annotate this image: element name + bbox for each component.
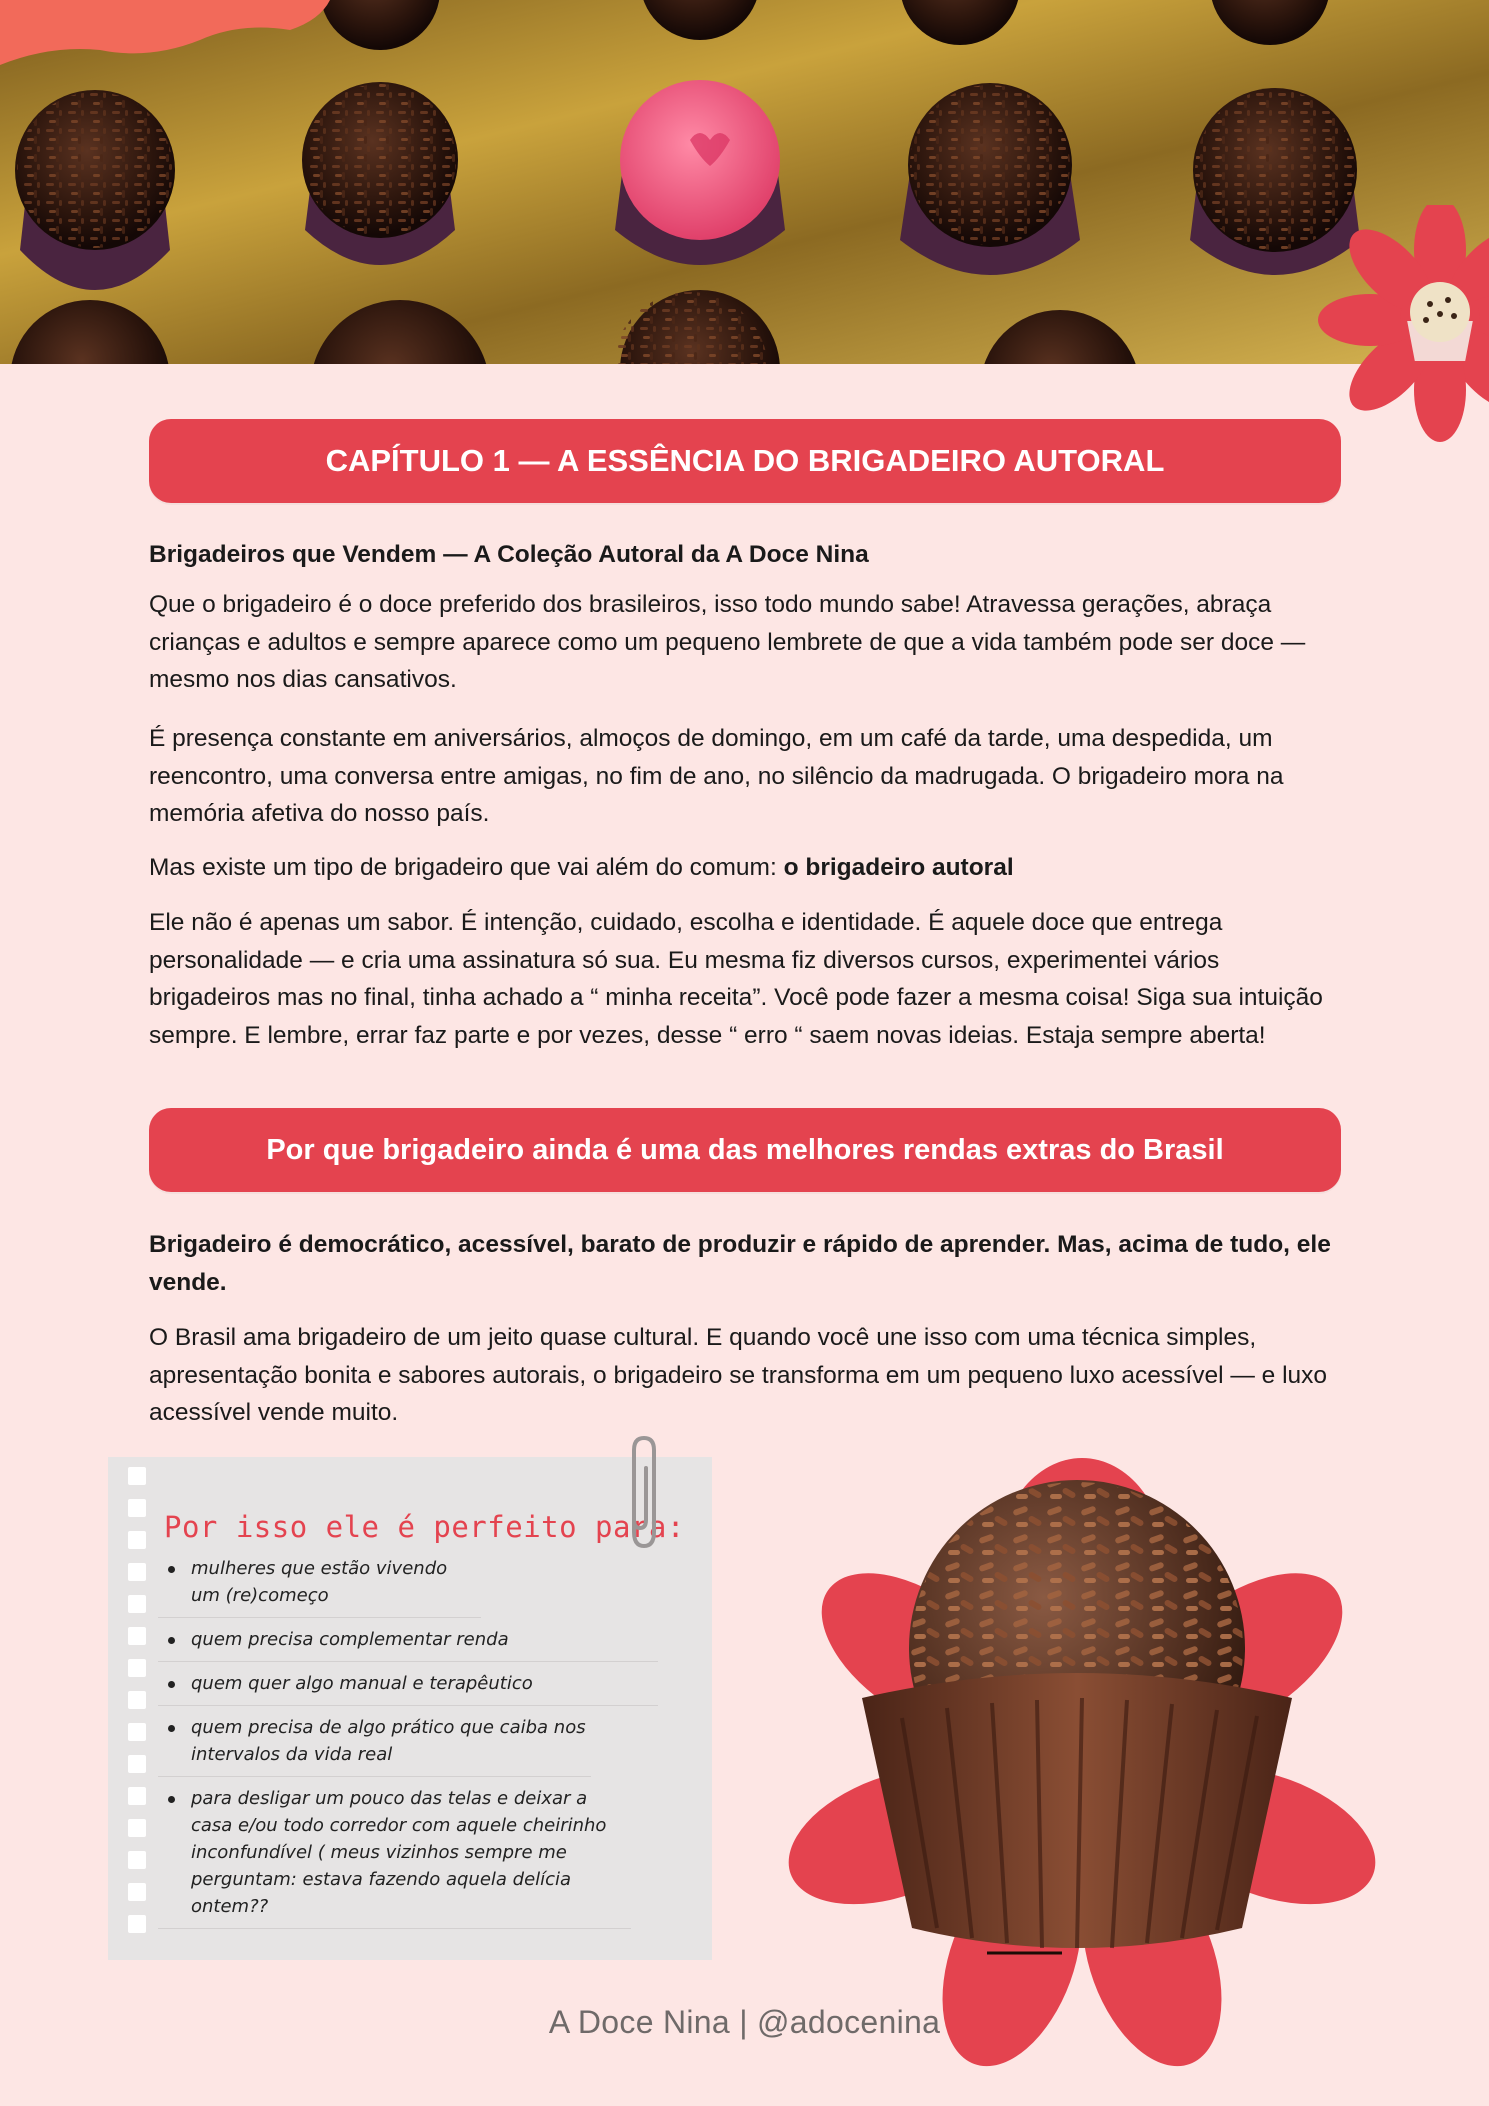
list-item: quem precisa de algo prático que caiba nos intervalos da vida real — [158, 1714, 591, 1777]
paragraph-4: Ele não é apenas um sabor. É intenção, cuidado, escolha e identidade. É aquele doce que entrega personalidade — e cria uma assinatura só sua. Eu mesma fiz diversos cursos, experimentei vários brigadeiros mas no final, tinha achado a “ minha receita”. Você pode fazer a mesma coisa! Siga sua intuição sempre. E lembre, errar faz parte e por vezes, desse “ erro “ saem novas ideias. Estaja sempre aberta! — [149, 909, 1323, 1049]
list-item: quem precisa complementar renda — [158, 1626, 658, 1662]
section-paragraph: O Brasil ama brigadeiro de um jeito quase cultural. E quando você une isso com uma técnica simples, apresentação bonita e sabores autorais, o brigadeiro se transforma em um pequeno luxo acessível — e luxo acessível vende muito. — [149, 1324, 1328, 1426]
paperclip-icon — [622, 1432, 662, 1552]
subheading: Brigadeiros que Vendem — A Coleção Autoral da A Doce Nina — [149, 541, 869, 568]
paragraph-1: Que o brigadeiro é o doce preferido dos brasileiros, isso todo mundo sabe! Atravessa gerações, abraça crianças e adultos e sempre aparece como um pequeno lembrete de que a vida também pode ser doce — mesmo nos dias cansativos. — [149, 591, 1306, 693]
brigadeiro-illustration — [772, 1448, 1382, 2068]
list-item: quem quer algo manual e terapêutico — [158, 1670, 658, 1706]
list-item: mulheres que estão vivendo um (re)começo — [158, 1555, 481, 1618]
section-banner: Por que brigadeiro ainda é uma das melhores rendas extras do Brasil — [149, 1108, 1341, 1192]
list-item: para desligar um pouco das telas e deixar a casa e/ou todo corredor com aquele cheirinho inconfundível ( meus vizinhos sempre me perguntam: estava fazendo aquela delícia ontem?? — [158, 1785, 631, 1929]
paragraph-3-bold: o brigadeiro autoral — [783, 854, 1014, 881]
note-list — [158, 1555, 658, 1937]
paragraph-3 — [149, 849, 1341, 887]
chapter-banner: CAPÍTULO 1 — A ESSÊNCIA DO BRIGADEIRO AUTORAL — [149, 419, 1341, 503]
footer: A Doce Nina | @adocenina — [548, 2004, 941, 2040]
paragraph-3-text: Mas existe um tipo de brigadeiro que vai além do comum: — [149, 854, 784, 881]
hero-photo — [0, 0, 1489, 364]
paragraph-2: É presença constante em aniversários, almoços de domingo, em um café da tarde, uma despedida, um reencontro, uma conversa entre amigas, no fim de ano, no silêncio da madrugada. O brigadeiro mora na memória afetiva do nosso país. — [149, 725, 1284, 827]
note-title: Por isso ele é perfeito para: — [164, 1510, 685, 1544]
section-bold-intro: Brigadeiro é democrático, acessível, barato de produzir e rápido de aprender. Mas, acima de tudo, ele vende. — [149, 1231, 1331, 1296]
